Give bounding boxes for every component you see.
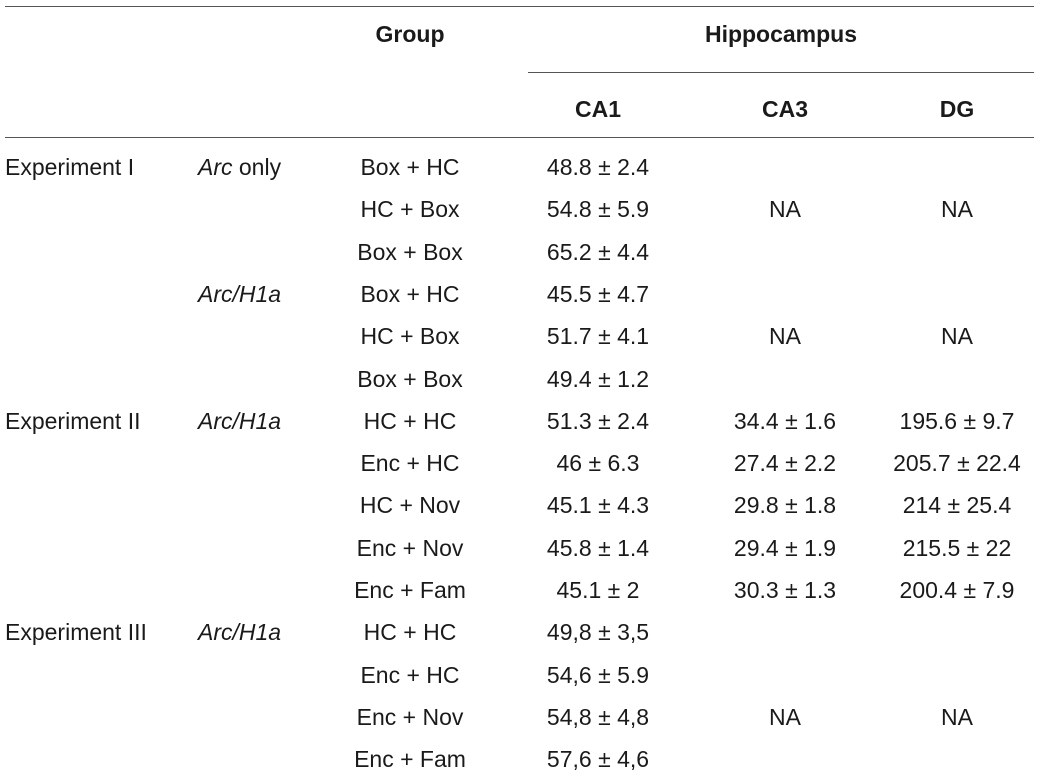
subset-label <box>198 400 338 442</box>
ca1-cell: 45.1 ± 4.3 <box>546 492 650 519</box>
dg-na-cell: NA <box>941 196 973 223</box>
ca3-cell: 29.4 ± 1.9 <box>733 534 837 561</box>
group-cell: HC + Box <box>360 323 460 350</box>
group-cell: Enc + Nov <box>356 534 464 561</box>
ca3-na-cell: NA <box>769 196 801 223</box>
ca3-na-cell: NA <box>769 703 801 730</box>
ca1-cell: 45.1 ± 2 <box>556 577 640 603</box>
ca1-cell: 45.5 ± 4.7 <box>546 280 650 307</box>
header-group: Group <box>375 21 445 47</box>
subset-label-italic: Arc <box>198 154 233 180</box>
group-cell: Box + HC <box>360 280 460 307</box>
subset-label <box>198 146 338 188</box>
ca1-cell: 49,8 ± 3,5 <box>546 619 650 646</box>
group-cell: Enc + HC <box>360 661 460 688</box>
ca1-cell: 46 ± 6.3 <box>556 450 640 477</box>
header-ca1: CA1 <box>574 96 621 122</box>
hippocampus-rule <box>528 72 1034 73</box>
top-rule <box>5 6 1034 7</box>
group-cell: HC + HC <box>363 407 457 434</box>
ca1-cell: 48.8 ± 2.4 <box>546 154 650 180</box>
subset-label-italic: Arc/H1a <box>198 407 282 434</box>
ca1-cell: 65.2 ± 4.4 <box>546 238 650 265</box>
experiment-name: Experiment III <box>5 619 147 646</box>
group-cell: Enc + HC <box>360 450 460 477</box>
ca1-cell: 49.4 ± 1.2 <box>546 365 650 392</box>
ca1-cell: 54.8 ± 5.9 <box>546 196 650 223</box>
ca3-cell: 30.3 ± 1.3 <box>733 577 837 603</box>
header-bottom-rule <box>5 137 1034 138</box>
group-cell: Enc + Nov <box>356 703 464 730</box>
dg-cell: 215.5 ± 22 <box>902 534 1012 561</box>
ca1-cell: 45.8 ± 1.4 <box>546 534 650 561</box>
ca1-cell: 51.3 ± 2.4 <box>546 407 650 434</box>
ca3-na-cell: NA <box>769 323 801 350</box>
group-cell: Enc + Fam <box>354 746 466 773</box>
group-cell: HC + Nov <box>359 492 461 519</box>
ca1-cell: 54,6 ± 5.9 <box>546 661 650 688</box>
group-cell: Enc + Fam <box>354 577 466 603</box>
subset-label-italic: Arc/H1a <box>198 619 282 646</box>
group-cell: HC + HC <box>363 619 457 646</box>
dg-cell: 200.4 ± 7.9 <box>899 577 1015 603</box>
header-ca3: CA3 <box>761 96 808 122</box>
ca1-cell: 54,8 ± 4,8 <box>546 703 650 730</box>
ca1-cell: 51.7 ± 4.1 <box>546 323 650 350</box>
subset-label <box>198 273 338 315</box>
group-cell: Box + Box <box>357 238 463 265</box>
ca1-cell: 57,6 ± 4,6 <box>546 746 650 773</box>
experiment-name: Experiment II <box>5 407 141 434</box>
subset-label-rest: only <box>232 154 282 180</box>
group-cell: HC + Box <box>360 196 460 223</box>
subset-label <box>198 611 338 653</box>
ca3-cell: 29.8 ± 1.8 <box>733 492 837 519</box>
dg-cell: 205.7 ± 22.4 <box>893 450 1021 477</box>
dg-na-cell: NA <box>941 323 973 350</box>
experiment-name: Experiment I <box>5 154 135 180</box>
ca3-cell: 27.4 ± 2.2 <box>733 450 837 477</box>
dg-cell: 214 ± 25.4 <box>902 492 1012 519</box>
group-cell: Box + HC <box>360 154 460 180</box>
ca3-cell: 34.4 ± 1.6 <box>733 407 837 434</box>
subset-label-italic: Arc/H1a <box>198 280 282 307</box>
header-hippocampus: Hippocampus <box>704 21 858 47</box>
group-cell: Box + Box <box>357 365 463 392</box>
dg-cell: 195.6 ± 9.7 <box>899 407 1015 434</box>
header-dg: DG <box>939 96 975 122</box>
dg-na-cell: NA <box>941 703 973 730</box>
